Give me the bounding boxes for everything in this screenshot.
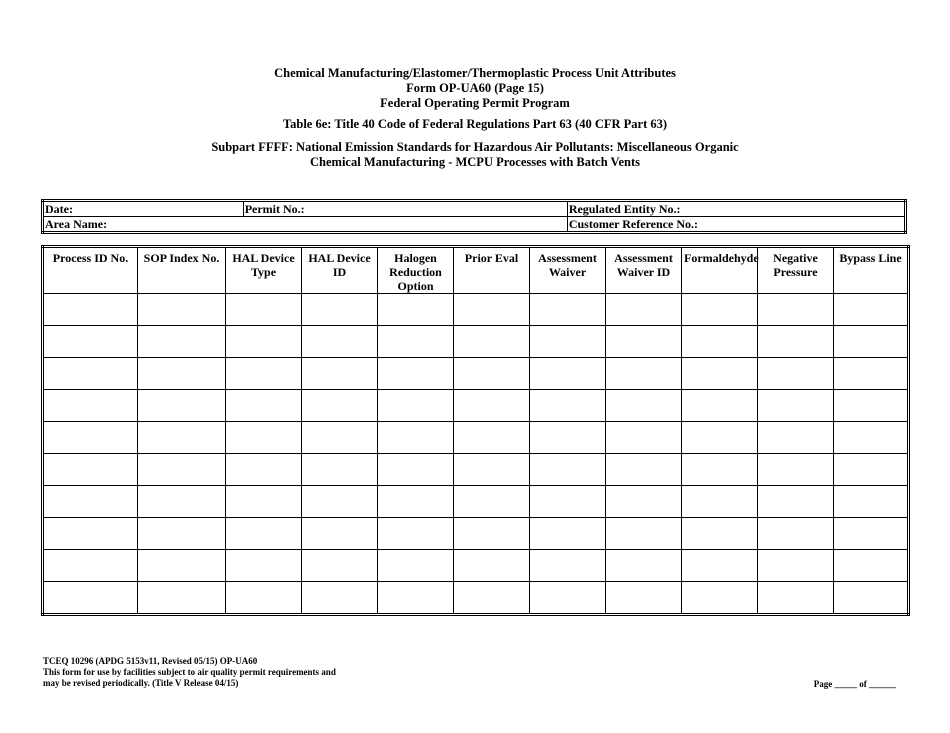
table-cell[interactable]	[834, 486, 909, 518]
table-cell[interactable]	[834, 326, 909, 358]
table-cell[interactable]	[758, 326, 834, 358]
table-cell[interactable]	[43, 582, 138, 615]
table-cell[interactable]	[138, 390, 226, 422]
table-cell[interactable]	[758, 294, 834, 326]
table-cell[interactable]	[378, 422, 454, 454]
table-cell[interactable]	[302, 358, 378, 390]
table-cell[interactable]	[226, 550, 302, 582]
col-assessment-waiver-id: Assessment Waiver ID	[606, 247, 682, 294]
table-cell[interactable]	[606, 294, 682, 326]
col-formaldehyde: Formaldehyde	[682, 247, 758, 294]
table-cell[interactable]	[378, 582, 454, 615]
table-cell[interactable]	[530, 582, 606, 615]
table-cell[interactable]	[606, 454, 682, 486]
permit-number-field[interactable]: Permit No.:	[243, 201, 567, 217]
table-cell[interactable]	[682, 294, 758, 326]
table-cell[interactable]	[138, 294, 226, 326]
col-sop-index: SOP Index No.	[138, 247, 226, 294]
table-cell[interactable]	[302, 518, 378, 550]
table-cell[interactable]	[682, 582, 758, 615]
table-row	[43, 518, 909, 550]
table-row	[43, 390, 909, 422]
table-cell[interactable]	[138, 550, 226, 582]
table-cell[interactable]	[682, 486, 758, 518]
table-row	[43, 582, 909, 615]
table-cell[interactable]	[226, 294, 302, 326]
table-cell[interactable]	[302, 454, 378, 486]
page-number: Page _____ of ______	[813, 679, 896, 689]
table-cell[interactable]	[530, 422, 606, 454]
table-cell[interactable]	[138, 358, 226, 390]
table-cell[interactable]	[758, 550, 834, 582]
table-cell[interactable]	[758, 422, 834, 454]
table-cell[interactable]	[682, 518, 758, 550]
table-cell[interactable]	[834, 422, 909, 454]
table-cell[interactable]	[302, 550, 378, 582]
table-cell[interactable]	[138, 422, 226, 454]
table-cell[interactable]	[454, 326, 530, 358]
table-cell[interactable]	[43, 454, 138, 486]
table-cell[interactable]	[43, 518, 138, 550]
table-cell[interactable]	[43, 422, 138, 454]
table-cell[interactable]	[606, 582, 682, 615]
col-hal-device-id: HAL Device ID	[302, 247, 378, 294]
form-header	[0, 66, 950, 170]
table-cell[interactable]	[758, 486, 834, 518]
table-cell[interactable]	[530, 550, 606, 582]
col-hal-device-type: HAL Device Type	[226, 247, 302, 294]
table-row	[43, 326, 909, 358]
table-cell[interactable]	[378, 518, 454, 550]
area-name-field[interactable]: Area Name:	[43, 217, 568, 233]
table-cell[interactable]	[606, 390, 682, 422]
table-cell[interactable]	[226, 422, 302, 454]
col-assessment-waiver: Assessment Waiver	[530, 247, 606, 294]
table-cell[interactable]	[43, 358, 138, 390]
table-cell[interactable]	[454, 358, 530, 390]
permit-info-table	[41, 199, 907, 234]
table-cell[interactable]	[682, 326, 758, 358]
table-cell[interactable]	[378, 486, 454, 518]
table-cell[interactable]	[834, 518, 909, 550]
col-process-id: Process ID No.	[43, 247, 138, 294]
table-cell[interactable]	[43, 390, 138, 422]
table-cell[interactable]	[226, 390, 302, 422]
table-cell[interactable]	[682, 358, 758, 390]
table-cell[interactable]	[834, 582, 909, 615]
form-number: Form OP-UA60 (Page 15)	[406, 81, 544, 95]
table-cell[interactable]	[530, 294, 606, 326]
col-halogen-reduction-option: Halogen Reduction Option	[378, 247, 454, 294]
table-cell[interactable]	[454, 518, 530, 550]
table-cell[interactable]	[834, 454, 909, 486]
table-cell[interactable]	[226, 486, 302, 518]
table-cell[interactable]	[138, 326, 226, 358]
date-field[interactable]: Date:	[43, 201, 244, 217]
table-cell[interactable]	[758, 518, 834, 550]
table-cell[interactable]	[530, 390, 606, 422]
table-cell[interactable]	[682, 550, 758, 582]
batch-vents-table	[41, 245, 910, 616]
customer-reference-field[interactable]: Customer Reference No.:	[567, 217, 905, 233]
table-cell[interactable]	[758, 582, 834, 615]
footer-usage-note: This form for use by facilities subject to air quality permit requirements and	[43, 667, 336, 677]
table-cell[interactable]	[530, 486, 606, 518]
table-cell[interactable]	[454, 294, 530, 326]
table-cell[interactable]	[302, 326, 378, 358]
table-cell[interactable]	[302, 486, 378, 518]
table-cell[interactable]	[138, 454, 226, 486]
table-cell[interactable]	[454, 550, 530, 582]
table-cell[interactable]	[606, 486, 682, 518]
table-cell[interactable]	[606, 550, 682, 582]
table-cell[interactable]	[378, 390, 454, 422]
table-cell[interactable]	[302, 294, 378, 326]
program-name: Federal Operating Permit Program	[380, 96, 570, 110]
table-cell[interactable]	[530, 518, 606, 550]
table-cell[interactable]	[530, 454, 606, 486]
table-cell[interactable]	[682, 390, 758, 422]
table-cell[interactable]	[302, 582, 378, 615]
table-row	[43, 358, 909, 390]
table-row	[43, 294, 909, 326]
table-body	[43, 294, 909, 615]
table-cell[interactable]	[138, 486, 226, 518]
table-cell[interactable]	[43, 294, 138, 326]
table-cell[interactable]	[606, 358, 682, 390]
table-cell[interactable]	[378, 294, 454, 326]
table-cell[interactable]	[834, 550, 909, 582]
table-cell[interactable]	[454, 486, 530, 518]
table-cell[interactable]	[378, 326, 454, 358]
table-title: Table 6e: Title 40 Code of Federal Regulations Part 63 (40 CFR Part 63)	[282, 117, 668, 131]
table-cell[interactable]	[454, 390, 530, 422]
table-cell[interactable]	[378, 550, 454, 582]
header-row	[43, 247, 909, 294]
table-cell[interactable]	[226, 326, 302, 358]
table-cell[interactable]	[834, 358, 909, 390]
col-bypass-line: Bypass Line	[834, 247, 909, 294]
table-cell[interactable]	[43, 550, 138, 582]
table-cell[interactable]	[138, 582, 226, 615]
table-cell[interactable]	[606, 422, 682, 454]
table-cell[interactable]	[834, 390, 909, 422]
table-cell[interactable]	[758, 454, 834, 486]
table-cell[interactable]	[43, 326, 138, 358]
table-row	[43, 550, 909, 582]
table-cell[interactable]	[530, 358, 606, 390]
col-prior-eval: Prior Eval	[454, 247, 530, 294]
table-row	[43, 454, 909, 486]
regulated-entity-field[interactable]: Regulated Entity No.:	[567, 201, 905, 217]
table-cell[interactable]	[226, 582, 302, 615]
table-cell[interactable]	[682, 422, 758, 454]
table-row	[43, 486, 909, 518]
table-cell[interactable]	[530, 326, 606, 358]
table-cell[interactable]	[454, 582, 530, 615]
table-cell[interactable]	[682, 454, 758, 486]
table-cell[interactable]	[454, 454, 530, 486]
table-cell[interactable]	[226, 454, 302, 486]
table-cell[interactable]	[302, 422, 378, 454]
col-negative-pressure: Negative Pressure	[758, 247, 834, 294]
table-cell[interactable]	[454, 422, 530, 454]
subpart-title-line2: Chemical Manufacturing - MCPU Processes with Batch Vents	[310, 155, 640, 169]
table-cell[interactable]	[758, 358, 834, 390]
table-cell[interactable]	[378, 358, 454, 390]
table-cell[interactable]	[378, 454, 454, 486]
footer-release-note: may be revised periodically. (Title V Release 04/15)	[43, 678, 239, 688]
table-cell[interactable]	[43, 486, 138, 518]
table-cell[interactable]	[138, 518, 226, 550]
form-title: Chemical Manufacturing/Elastomer/Thermoplastic Process Unit Attributes	[274, 66, 676, 80]
table-row	[43, 422, 909, 454]
subpart-title-line1: Subpart FFFF: National Emission Standards for Hazardous Air Pollutants: Miscellaneous Organic	[211, 140, 739, 154]
table-cell[interactable]	[758, 390, 834, 422]
table-cell[interactable]	[226, 518, 302, 550]
table-cell[interactable]	[606, 518, 682, 550]
form-footer	[43, 656, 336, 689]
table-cell[interactable]	[302, 390, 378, 422]
table-cell[interactable]	[834, 294, 909, 326]
footer-form-id: TCEQ 10296 (APDG 5153v11, Revised 05/15) OP-UA60	[43, 656, 258, 666]
table-cell[interactable]	[606, 326, 682, 358]
table-cell[interactable]	[226, 358, 302, 390]
